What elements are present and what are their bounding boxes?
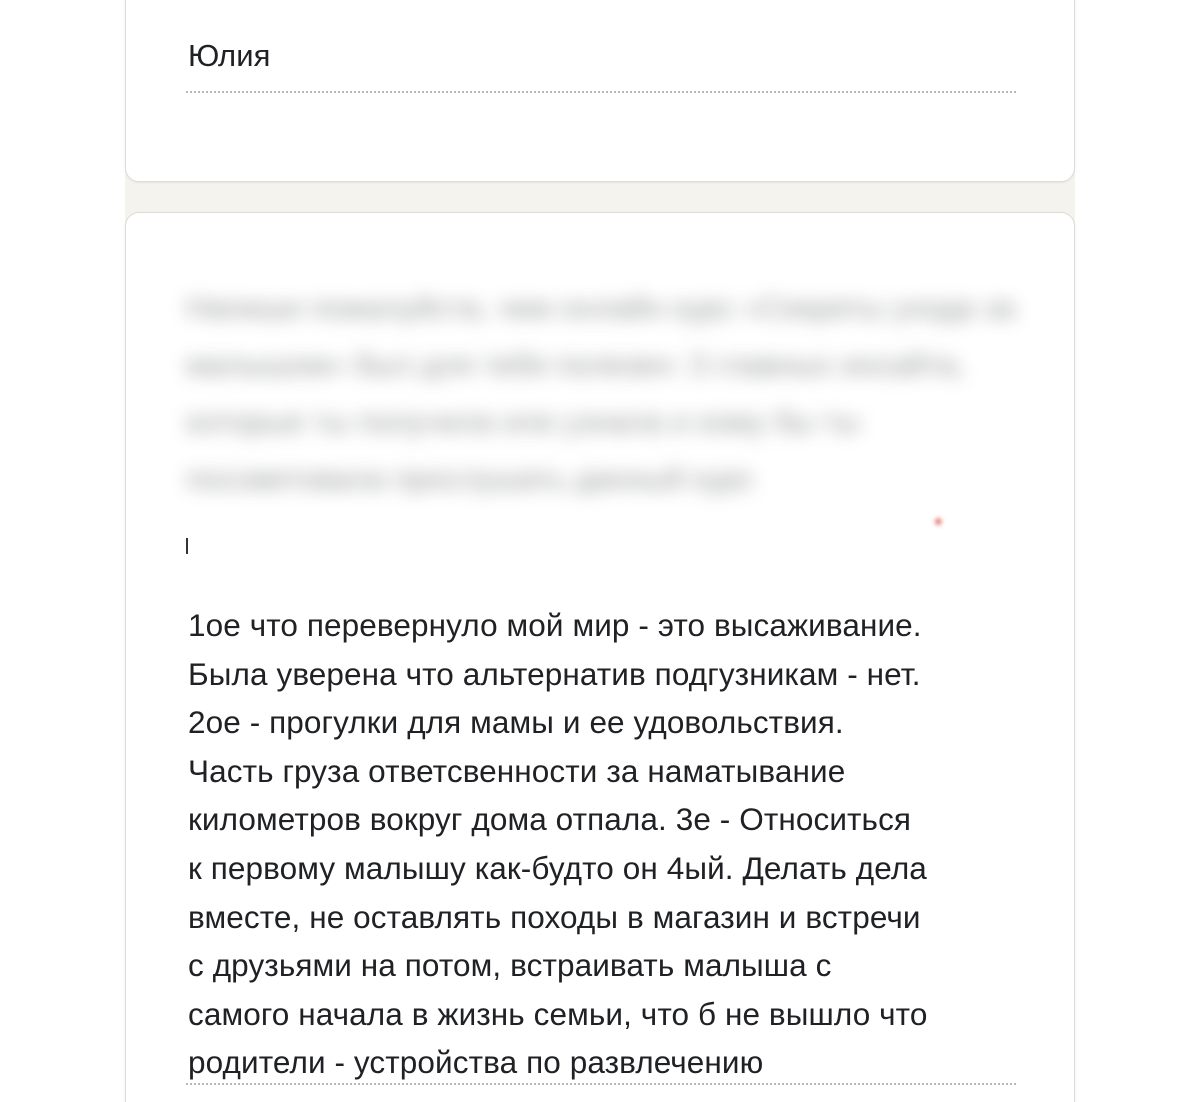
feedback-question-card (125, 212, 1075, 1102)
required-asterisk: * (934, 513, 943, 538)
name-answer-underline (186, 91, 1016, 93)
text-cursor (186, 538, 188, 554)
name-question-card (125, 0, 1075, 182)
name-answer-value[interactable]: Юлия (188, 38, 271, 73)
feedback-answer-text[interactable]: 1ое что перевернуло мой мир - это высаживание. Была уверена что альтернатив подгузникам - нет. 2ое - прогулки для мамы и ее удовольствия. Часть груза ответсвенности за наматывание километров вокруг дома отпала. 3е - Относиться к первому малышу как-будто он 4ый. Делать дела вместе, не оставлять походы в магазин и встречи с друзьями на потом, встраивать малыша с самого начала в жизнь семьи, что б не вышло что родители - устройства по развлечению (188, 607, 928, 1081)
feedback-answer-underline (186, 1083, 1016, 1085)
question-title: Напиши пожалуйста, чем онлайн курс «Секреты ухода за малышом» был для тебя полезен: 3 главных инсайта, которые ты получила или узнала и кому бы ты посоветовала прослушать данный курс (186, 290, 1015, 496)
